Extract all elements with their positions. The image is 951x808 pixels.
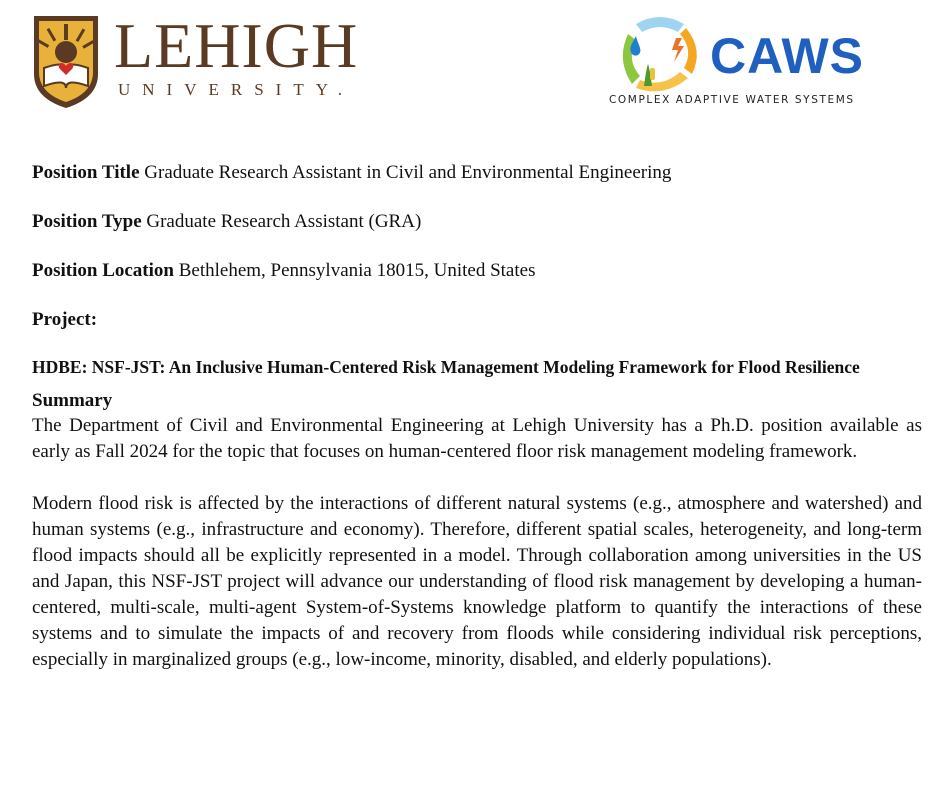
field-label: Position Location — [32, 260, 174, 281]
caws-name: CAWS — [710, 28, 864, 84]
lehigh-wordmark: LEHIGH — [114, 10, 359, 81]
caws-cycle-icon — [614, 14, 706, 98]
field-value: Graduate Research Assistant (GRA) — [146, 211, 422, 232]
caws-tagline: COMPLEX ADAPTIVE WATER SYSTEMS — [609, 94, 855, 106]
caws-logo — [606, 12, 866, 112]
lehigh-subword: UNIVERSITY. — [118, 80, 355, 99]
summary-paragraph: The Department of Civil and Environmental Engineering at Lehigh University has a Ph.D. position available as early as Fall 2024 for the topic that focuses on human-centered floor risk management modeling framework. — [32, 415, 922, 462]
header — [0, 0, 951, 120]
project-label: Project: — [32, 309, 98, 330]
lehigh-logo — [30, 10, 390, 110]
lehigh-shield-icon — [30, 14, 102, 110]
field-value: Bethlehem, Pennsylvania 18015, United States — [178, 260, 536, 281]
field-label: Position Type — [32, 211, 142, 232]
position-location-field — [32, 258, 922, 284]
project-title: HDBE: NSF-JST: An Inclusive Human-Centered Risk Management Modeling Framework for Flood Resilience — [32, 357, 860, 377]
summary-paragraph: Modern flood risk is affected by the interactions of different natural systems (e.g., atmosphere and watershed) and human systems (e.g., infrastructure and economy). Therefore, different spatial scales, heterogeneity, and long-term flood impacts should all be explicitly represented in a model. Through collaboration among universities in the US and Japan, this NSF-JST project will advance our understanding of flood risk management by developing a human-centered, multi-scale, multi-agent System-of-Systems knowledge platform to quantify the interactions of these systems and to simulate the impacts of and recovery from floods while considering individual risk perceptions, especially in marginalized groups (e.g., low-income, minority, disabled, and elderly populations). — [32, 493, 922, 670]
position-type-field — [32, 209, 922, 235]
document-body — [32, 160, 922, 673]
summary-heading: Summary — [32, 390, 113, 411]
position-title-field — [32, 160, 922, 186]
field-value: Graduate Research Assistant in Civil and Environmental Engineering — [144, 162, 672, 183]
field-label: Position Title — [32, 162, 140, 183]
